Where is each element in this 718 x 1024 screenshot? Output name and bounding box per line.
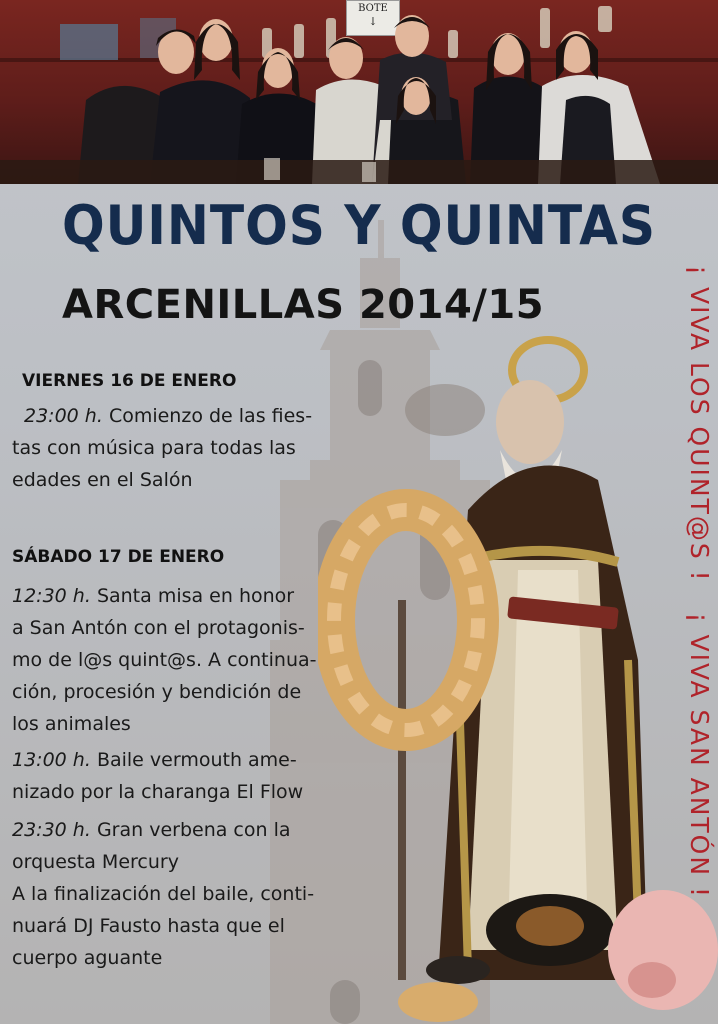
event-line: nizado por la charanga El Flow <box>12 781 304 803</box>
event-line: a San Antón con el protagonis- <box>12 617 305 639</box>
event-line: A la finalización del baile, conti- <box>12 883 315 905</box>
event-line: los animales <box>12 713 131 735</box>
slogan-text <box>685 265 714 899</box>
event-line: Santa misa en honor <box>96 585 295 607</box>
group-photo <box>0 0 718 184</box>
friday-heading <box>22 364 236 397</box>
day-label: SÁBADO 17 DE ENERO <box>12 547 225 567</box>
event-line: edades en el Salón <box>12 469 193 491</box>
group-people <box>0 0 718 184</box>
bote-sign-label: BOTE <box>358 3 388 14</box>
down-arrow-icon: ↓ <box>368 15 378 28</box>
saturday-event-1 <box>12 580 317 740</box>
friday-event-1 <box>24 400 334 432</box>
event-line: mo de l@s quint@s. A continua- <box>12 649 317 671</box>
page-title: QUINTOS Y QUINTAS <box>61 194 657 257</box>
event-time: 23:30 h. <box>12 819 91 841</box>
slogan-line-2: ¡ VIVA SAN ANTÓN ! <box>685 612 714 900</box>
saturday-event-3 <box>12 814 314 974</box>
event-line: tas con música para todas las <box>12 437 296 459</box>
event-line: Comienzo de las fies- <box>108 405 313 427</box>
event-line: ción, procesión y bendición de <box>12 681 302 703</box>
friday-event-1-cont <box>12 432 296 496</box>
event-time: 12:30 h. <box>12 585 91 607</box>
page-subtitle: ARCENILLAS 2014/15 <box>62 282 545 328</box>
event-line: cuerpo aguante <box>12 947 163 969</box>
event-line: Gran verbena con la <box>96 819 291 841</box>
event-line: nuará DJ Fausto hasta que el <box>12 915 285 937</box>
san-anton-statue <box>318 330 718 1024</box>
event-time: 23:00 h. <box>24 405 103 427</box>
event-line: Baile vermouth ame- <box>96 749 297 771</box>
day-label: VIERNES 16 DE ENERO <box>22 371 237 391</box>
saturday-event-2 <box>12 744 303 808</box>
event-line: orquesta Mercury <box>12 851 179 873</box>
event-time: 13:00 h. <box>12 749 91 771</box>
slogan-line-1: ¡ VIVA LOS QUINT@S ! <box>685 265 714 583</box>
saturday-heading <box>12 540 224 573</box>
vertical-slogan <box>680 265 718 1015</box>
